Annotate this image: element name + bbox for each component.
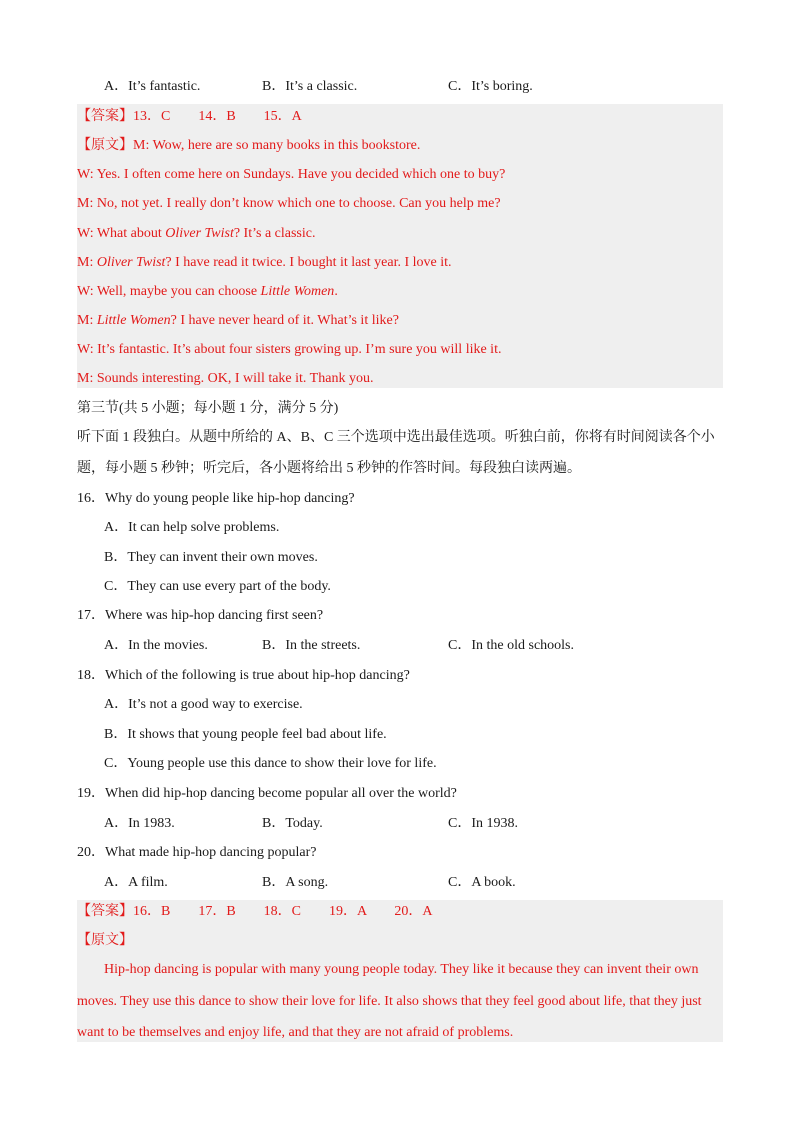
transcript1-line-3: M: No, not yet. I really don’t know which one to choose. Can you help me? — [77, 196, 501, 211]
q15-option-c: C．It’s boring. — [448, 79, 533, 94]
answer-key-16-20: 【答案】16．B 17．B 18．C 19．A 20．A — [77, 904, 433, 919]
transcript2-line-1: Hip-hop dancing is popular with many young people today. They like it because they can invent their own — [104, 962, 699, 977]
transcript1-line-5: M: Oliver Twist? I have read it twice. I bought it last year. I love it. — [77, 255, 452, 270]
q17-option-b: B．In the streets. — [262, 638, 361, 653]
q20-option-c: C．A book. — [448, 875, 516, 890]
section-heading: 第三节(共 5 小题；每小题 1 分，满分 5 分) — [77, 401, 339, 416]
q18-option-c: C．Young people use this dance to show their love for life. — [104, 756, 437, 771]
transcript1-line-2: W: Yes. I often come here on Sundays. Have you decided which one to buy? — [77, 167, 506, 182]
q17-option-c: C．In the old schools. — [448, 638, 574, 653]
transcript1-line-9: M: Sounds interesting. OK, I will take it. Thank you. — [77, 371, 374, 386]
q15-option-a: A．It’s fantastic. — [104, 79, 201, 94]
q19-option-c: C．In 1938. — [448, 816, 518, 831]
q18-option-b: B．It shows that young people feel bad about life. — [104, 727, 387, 742]
q16-option-c: C．They can use every part of the body. — [104, 579, 331, 594]
transcript1-line-8: W: It’s fantastic. It’s about four sisters growing up. I’m sure you will like it. — [77, 342, 502, 357]
transcript1-line-4: W: What about Oliver Twist? It’s a classic. — [77, 226, 316, 241]
q19-option-b: B．Today. — [262, 816, 323, 831]
transcript1-line-6: W: Well, maybe you can choose Little Women. — [77, 284, 338, 299]
q20-option-b: B．A song. — [262, 875, 329, 890]
question-17: 17．Where was hip-hop dancing first seen? — [77, 608, 324, 623]
q18-option-a: A．It’s not a good way to exercise. — [104, 697, 303, 712]
section-instructions-2: 题，每小题 5 秒钟；听完后，各小题将给出 5 秒钟的作答时间。每段独白读两遍。 — [77, 461, 581, 476]
answer-key-13-15: 【答案】13．C 14．B 15．A — [77, 109, 302, 124]
q17-option-a: A．In the movies. — [104, 638, 208, 653]
q15-option-b: B．It’s a classic. — [262, 79, 358, 94]
transcript1-line-7: M: Little Women? I have never heard of it. What’s it like? — [77, 313, 399, 328]
question-19: 19．When did hip-hop dancing become popular all over the world? — [77, 786, 457, 801]
question-16: 16．Why do young people like hip-hop dancing? — [77, 491, 355, 506]
question-20: 20．What made hip-hop dancing popular? — [77, 845, 317, 860]
q16-option-a: A．It can help solve problems. — [104, 520, 280, 535]
transcript-label: 【原文】 — [77, 138, 133, 153]
transcript1-line-1: 【原文】M: Wow, here are so many books in this bookstore. — [77, 138, 421, 153]
section-instructions-1: 听下面 1 段独白。从题中所给的 A、B、C 三个选项中选出最佳选项。听独白前，你将有时间阅读各个小 — [77, 430, 715, 445]
question-18: 18．Which of the following is true about hip-hop dancing? — [77, 668, 410, 683]
transcript2-line-2: moves. They use this dance to show their love for life. It also shows that they feel good about life, that they just — [77, 994, 702, 1009]
transcript2-label: 【原文】 — [77, 933, 133, 948]
q20-option-a: A．A film. — [104, 875, 168, 890]
q19-option-a: A．In 1983. — [104, 816, 175, 831]
q16-option-b: B．They can invent their own moves. — [104, 550, 318, 565]
transcript2-line-3: want to be themselves and enjoy life, and that they are not afraid of problems. — [77, 1025, 514, 1040]
